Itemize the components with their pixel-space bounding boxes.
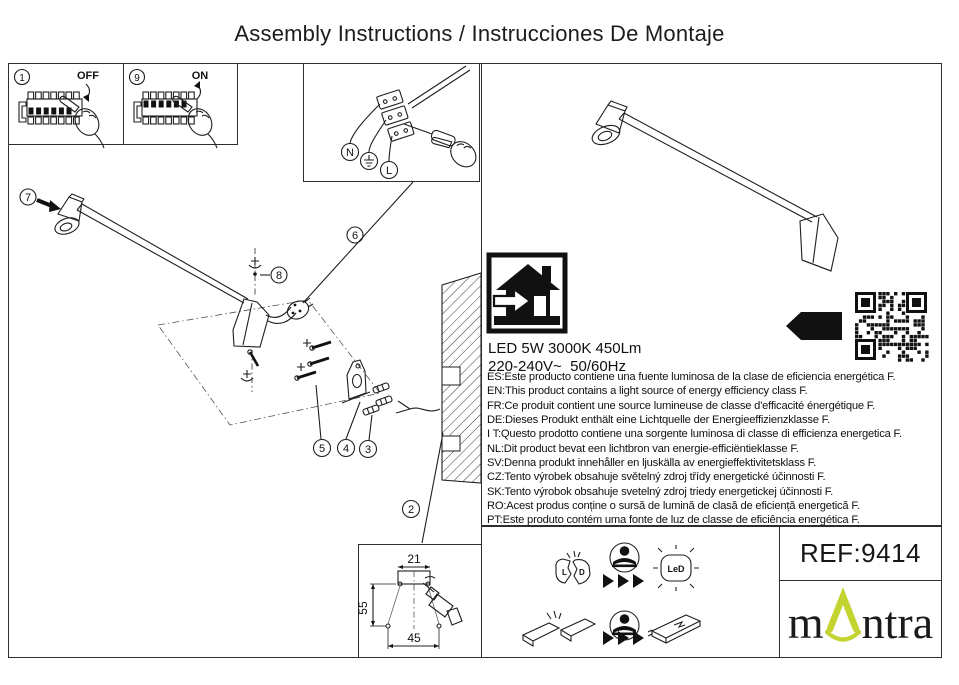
dim-top: 21 <box>407 552 421 566</box>
part-label-5 <box>314 440 331 457</box>
energy-line-en: EN:This product contains a light source of energy efficiency class F. <box>487 385 808 398</box>
earth-icon <box>361 153 378 170</box>
neutral-label <box>342 144 359 161</box>
indoor-use-icon <box>489 255 565 331</box>
svg-text:2: 2 <box>407 504 415 516</box>
assembled-lamp <box>589 101 838 271</box>
svg-text:D: D <box>579 568 585 577</box>
logo-text-pre: m <box>787 597 824 648</box>
svg-text:8: 8 <box>275 270 283 282</box>
part-label-7 <box>20 189 36 205</box>
svg-text:1: 1 <box>19 73 25 84</box>
alignment-plane <box>158 300 380 425</box>
energy-line-cz: CZ:Tento výrobek obsahuje světelný zdroj třídy energetické účinnosti F. <box>487 471 826 484</box>
energy-class-arrow <box>786 312 842 340</box>
on-label: ON <box>191 70 209 82</box>
energy-efficiency-text <box>487 370 939 528</box>
step-number <box>130 70 145 85</box>
step-box-off <box>8 63 124 145</box>
svg-text:L: L <box>385 165 393 177</box>
ref-box <box>779 526 942 581</box>
logo-caret-icon <box>825 591 861 643</box>
brand-box <box>779 580 942 658</box>
mounting-screws <box>295 339 331 380</box>
dim-height-line <box>370 584 396 626</box>
svg-text:L: L <box>562 568 567 577</box>
wall-plugs <box>362 382 392 415</box>
leader-5 <box>316 385 321 439</box>
live-label <box>381 162 398 179</box>
lamp-arm <box>77 204 248 303</box>
energy-line-sv: SV:Denna produkt innehåller en ljuskälla av energieffektivitetsklass F. <box>487 457 817 470</box>
svg-text:4: 4 <box>342 443 350 455</box>
svg-text:F: F <box>812 316 826 339</box>
energy-line-sk: SK:Tento výrobok obsahuje svetelný zdroj triedy energetickej účinnosti F. <box>487 485 834 498</box>
broken-led-icon <box>556 551 590 584</box>
led-driver-icon <box>648 615 700 643</box>
info-panel <box>481 63 942 526</box>
svg-text:9: 9 <box>134 73 140 84</box>
lamp-head <box>53 194 84 237</box>
leader-3 <box>369 415 372 440</box>
wall-section <box>442 273 481 483</box>
arrows-right-icon <box>603 574 644 588</box>
qr-code <box>853 290 929 362</box>
part-label-8 <box>271 267 287 283</box>
elbow-joint <box>233 299 269 347</box>
leader-4 <box>346 402 360 439</box>
svg-text:3: 3 <box>364 444 372 456</box>
part-label-3 <box>360 441 377 458</box>
part-label-4 <box>338 440 355 457</box>
off-label: OFF <box>77 70 99 82</box>
drilling-template-box <box>358 544 482 658</box>
page-title: Assembly Instructions / Instrucciones De Montaje <box>234 21 725 46</box>
svg-text:5: 5 <box>318 443 326 455</box>
breaker-panel <box>19 92 82 124</box>
led-lamp-icon <box>653 545 699 591</box>
wire-earth <box>369 120 386 152</box>
power-spec: 220-240V~ 50/60Hz <box>488 358 627 375</box>
part-label-2 <box>403 501 420 518</box>
lamp-spec: LED 5W 3000K 450Lm <box>488 340 642 357</box>
step-number <box>15 70 30 85</box>
ref-number: REF:9414 <box>799 538 922 568</box>
part-label-6 <box>347 227 363 243</box>
screw-axis-bottom <box>241 350 258 392</box>
connector-block <box>266 298 313 324</box>
wall-bracket <box>342 360 370 403</box>
energy-line-es: ES:Este producto contiene una fuente luminosa de la clase de eficiencia energética F. <box>487 371 896 383</box>
part7-arrow <box>37 200 61 212</box>
service-icons-box <box>481 526 780 658</box>
energy-line-ro: RO:Acest produs conține o sursă de lumină de clasă de eficiență energetică F. <box>487 500 860 513</box>
wiring-box <box>303 63 480 182</box>
dim-side: 55 <box>356 601 370 615</box>
svg-text:6: 6 <box>351 230 359 242</box>
broken-driver-icon <box>523 611 595 646</box>
professional-icon <box>610 543 639 572</box>
mains-cable <box>408 66 470 108</box>
mains-wire <box>396 401 440 413</box>
energy-line-it: I T:Questo prodotto contiene una sorgente luminosa di classe di efficienza energetica F. <box>487 428 902 441</box>
breaker-panel <box>134 92 197 124</box>
dim-bottom: 45 <box>407 631 421 645</box>
energy-line-de: DE:Dieses Produkt enthält eine Lichtquelle der Energieeffizienzklasse F. <box>487 414 830 427</box>
screw-axis-top <box>249 248 261 296</box>
terminal-blocks <box>376 90 414 142</box>
step-box-on <box>123 63 238 145</box>
svg-text:LeD: LeD <box>667 564 685 574</box>
energy-line-nl: NL:Dit product bevat een lichtbron van energie-efficiëntieklasse F. <box>487 442 799 455</box>
svg-text:7: 7 <box>24 192 32 204</box>
svg-text:N: N <box>346 147 354 159</box>
leader-2 <box>422 433 443 543</box>
energy-line-fr: FR:Ce produit contient une source lumineuse de classe d'efficacité énergétique F. <box>487 399 876 412</box>
logo-text-post: ntra <box>861 597 934 648</box>
hand-icon <box>431 127 484 178</box>
energy-line-pt: PT:Este produto contém uma fonte de luz de classe de eficiência energética F. <box>487 514 860 527</box>
